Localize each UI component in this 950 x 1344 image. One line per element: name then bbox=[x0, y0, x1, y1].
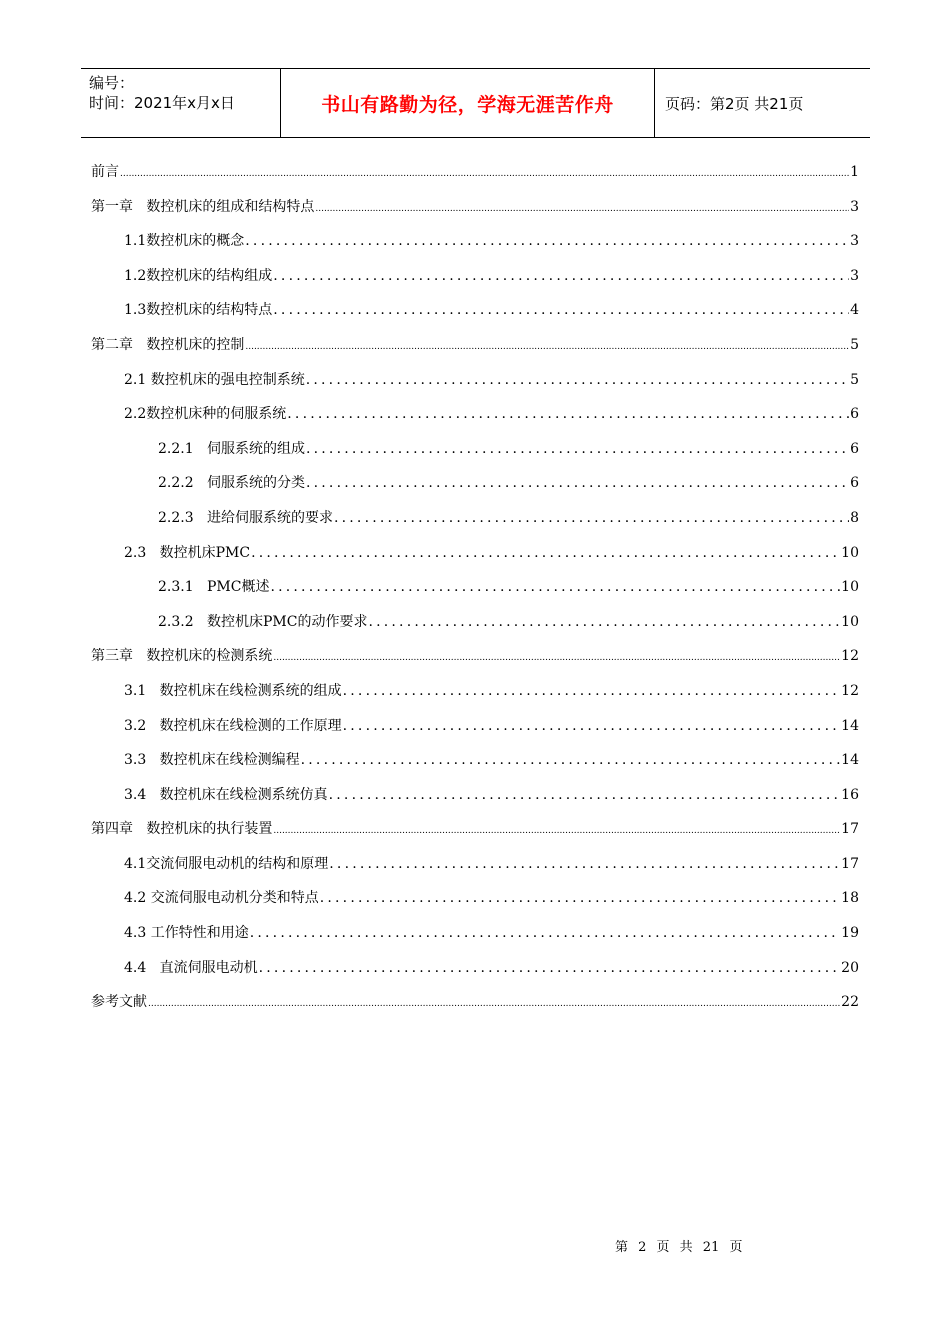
toc-entry[interactable] bbox=[91, 714, 859, 749]
toc-leader-dots bbox=[273, 644, 840, 670]
toc-entry-title: 2.2数控机床种的伺服系统 bbox=[124, 406, 287, 423]
toc-entry[interactable] bbox=[91, 471, 859, 506]
toc-entry-page: 22 bbox=[841, 994, 859, 1011]
toc-leader-dots bbox=[306, 471, 849, 495]
toc-entry-page: 19 bbox=[841, 925, 859, 942]
toc-entry[interactable] bbox=[91, 541, 859, 576]
toc-entry-title: 前言 bbox=[91, 164, 119, 180]
toc-leader-dots bbox=[245, 229, 849, 253]
toc-leader-dots bbox=[343, 714, 841, 738]
toc-leader-dots bbox=[273, 264, 849, 288]
toc-entry[interactable] bbox=[91, 748, 859, 783]
header-page-label: 页码：第2页 共21页 bbox=[665, 94, 804, 113]
toc-leader-dots bbox=[306, 368, 849, 392]
toc-leader-dots bbox=[343, 679, 841, 703]
toc-entry-title: 2.2.1 伺服系统的组成 bbox=[158, 440, 305, 457]
toc-entry-page: 3 bbox=[850, 267, 859, 284]
toc-leader-dots bbox=[251, 541, 840, 565]
toc-entry-title: 1.2数控机床的结构组成 bbox=[124, 267, 273, 284]
toc-entry-page: 5 bbox=[850, 371, 859, 388]
toc-entry-title: 1.1数控机床的概念 bbox=[124, 233, 245, 250]
toc-entry[interactable] bbox=[91, 195, 859, 230]
toc-entry-page: 3 bbox=[850, 233, 859, 250]
document-number-label: 编号： bbox=[89, 74, 135, 92]
toc-entry-page: 1 bbox=[850, 164, 859, 180]
toc-leader-dots bbox=[306, 437, 849, 461]
toc-leader-dots bbox=[148, 990, 840, 1016]
toc-entry[interactable] bbox=[91, 610, 859, 645]
toc-entry-title: 4.1交流伺服电动机的结构和原理 bbox=[124, 855, 329, 872]
toc-entry-page: 12 bbox=[841, 648, 859, 665]
toc-entry-title: 3.1 数控机床在线检测系统的组成 bbox=[124, 682, 342, 699]
toc-entry-title: 4.2 交流伺服电动机分类和特点 bbox=[124, 890, 319, 907]
toc-entry-page: 16 bbox=[841, 786, 859, 803]
toc-entry[interactable] bbox=[91, 264, 859, 299]
toc-entry-page: 17 bbox=[841, 855, 859, 872]
toc-entry[interactable] bbox=[91, 644, 859, 679]
toc-entry-title: 2.2.3 进给伺服系统的要求 bbox=[158, 509, 333, 526]
toc-entry-title: 第二章 数控机床的控制 bbox=[91, 336, 245, 353]
toc-entry-title: 4.4 直流伺服电动机 bbox=[124, 959, 258, 976]
toc-entry-page: 10 bbox=[841, 613, 859, 630]
toc-leader-dots bbox=[368, 610, 840, 634]
toc-leader-dots bbox=[301, 748, 841, 772]
toc-entry-page: 6 bbox=[850, 475, 859, 492]
toc-entry-title: 2.2.2 伺服系统的分类 bbox=[158, 475, 305, 492]
toc-entry-title: 第四章 数控机床的执行装置 bbox=[91, 821, 273, 838]
toc-entry-page: 4 bbox=[850, 302, 859, 319]
toc-leader-dots bbox=[273, 817, 840, 843]
toc-entry[interactable] bbox=[91, 956, 859, 991]
toc-entry-page: 14 bbox=[841, 717, 859, 734]
toc-leader-dots bbox=[270, 575, 840, 599]
toc-entry[interactable] bbox=[91, 229, 859, 264]
toc-entry-title: 2.1 数控机床的强电控制系统 bbox=[124, 371, 305, 388]
toc-leader-dots bbox=[287, 402, 849, 426]
toc-entry[interactable] bbox=[91, 402, 859, 437]
toc-entry-title: 4.3 工作特性和用途 bbox=[124, 925, 249, 942]
toc-entry[interactable] bbox=[91, 852, 859, 887]
toc-entry-title: 参考文献 bbox=[91, 994, 147, 1011]
toc-entry-title: 2.3.1 PMC概述 bbox=[158, 579, 270, 596]
toc-entry[interactable] bbox=[91, 368, 859, 403]
toc-entry-page: 10 bbox=[841, 579, 859, 596]
toc-leader-dots bbox=[329, 783, 841, 807]
toc-entry-page: 8 bbox=[850, 509, 859, 526]
toc-entry-page: 12 bbox=[841, 682, 859, 699]
toc-entry-title: 第一章 数控机床的组成和结构特点 bbox=[91, 198, 315, 215]
document-time-label: 时间：2021年x月x日 bbox=[89, 94, 235, 112]
toc-entry[interactable] bbox=[91, 990, 859, 1025]
toc-entry-page: 3 bbox=[850, 198, 859, 215]
toc-entry[interactable] bbox=[91, 886, 859, 921]
toc-leader-dots bbox=[259, 956, 841, 980]
toc-leader-dots bbox=[245, 333, 849, 359]
toc-entry[interactable] bbox=[91, 298, 859, 333]
toc-leader-dots bbox=[320, 886, 840, 910]
toc-leader-dots bbox=[273, 298, 849, 322]
toc-entry[interactable] bbox=[91, 817, 859, 852]
toc-entry[interactable] bbox=[91, 921, 859, 956]
toc-entry-page: 5 bbox=[850, 336, 859, 353]
toc-leader-dots bbox=[120, 160, 849, 186]
toc-entry[interactable] bbox=[91, 679, 859, 714]
toc-entry-page: 10 bbox=[841, 544, 859, 561]
toc-entry-title: 2.3.2 数控机床PMC的动作要求 bbox=[158, 613, 368, 630]
toc-entry-title: 3.4 数控机床在线检测系统仿真 bbox=[124, 786, 328, 803]
toc-entry-page: 6 bbox=[850, 440, 859, 457]
toc-entry[interactable] bbox=[91, 437, 859, 472]
toc-entry-page: 20 bbox=[841, 959, 859, 976]
toc-leader-dots bbox=[315, 195, 849, 221]
toc-entry[interactable] bbox=[91, 506, 859, 541]
toc-entry-title: 第三章 数控机床的检测系统 bbox=[91, 648, 273, 665]
toc-entry-page: 6 bbox=[850, 406, 859, 423]
table-of-contents bbox=[91, 160, 859, 1025]
toc-entry[interactable] bbox=[91, 333, 859, 368]
page-footer: 第 2 页 共 21 页 bbox=[615, 1240, 743, 1255]
toc-entry[interactable] bbox=[91, 575, 859, 610]
toc-entry-title: 1.3数控机床的结构特点 bbox=[124, 302, 273, 319]
toc-entry-title: 3.3 数控机床在线检测编程 bbox=[124, 752, 300, 769]
toc-entry-page: 14 bbox=[841, 752, 859, 769]
page-header bbox=[81, 68, 870, 138]
toc-leader-dots bbox=[334, 506, 849, 530]
toc-entry[interactable] bbox=[91, 160, 859, 195]
toc-entry-title: 3.2 数控机床在线检测的工作原理 bbox=[124, 717, 342, 734]
toc-entry-page: 17 bbox=[841, 821, 859, 838]
toc-entry-title: 2.3 数控机床PMC bbox=[124, 544, 251, 561]
toc-entry[interactable] bbox=[91, 783, 859, 818]
toc-leader-dots bbox=[250, 921, 840, 945]
toc-entry-page: 18 bbox=[841, 890, 859, 907]
toc-leader-dots bbox=[329, 852, 840, 876]
header-motto: 书山有路勤为径，学海无涯苦作舟 bbox=[281, 69, 655, 137]
header-meta bbox=[81, 69, 281, 137]
